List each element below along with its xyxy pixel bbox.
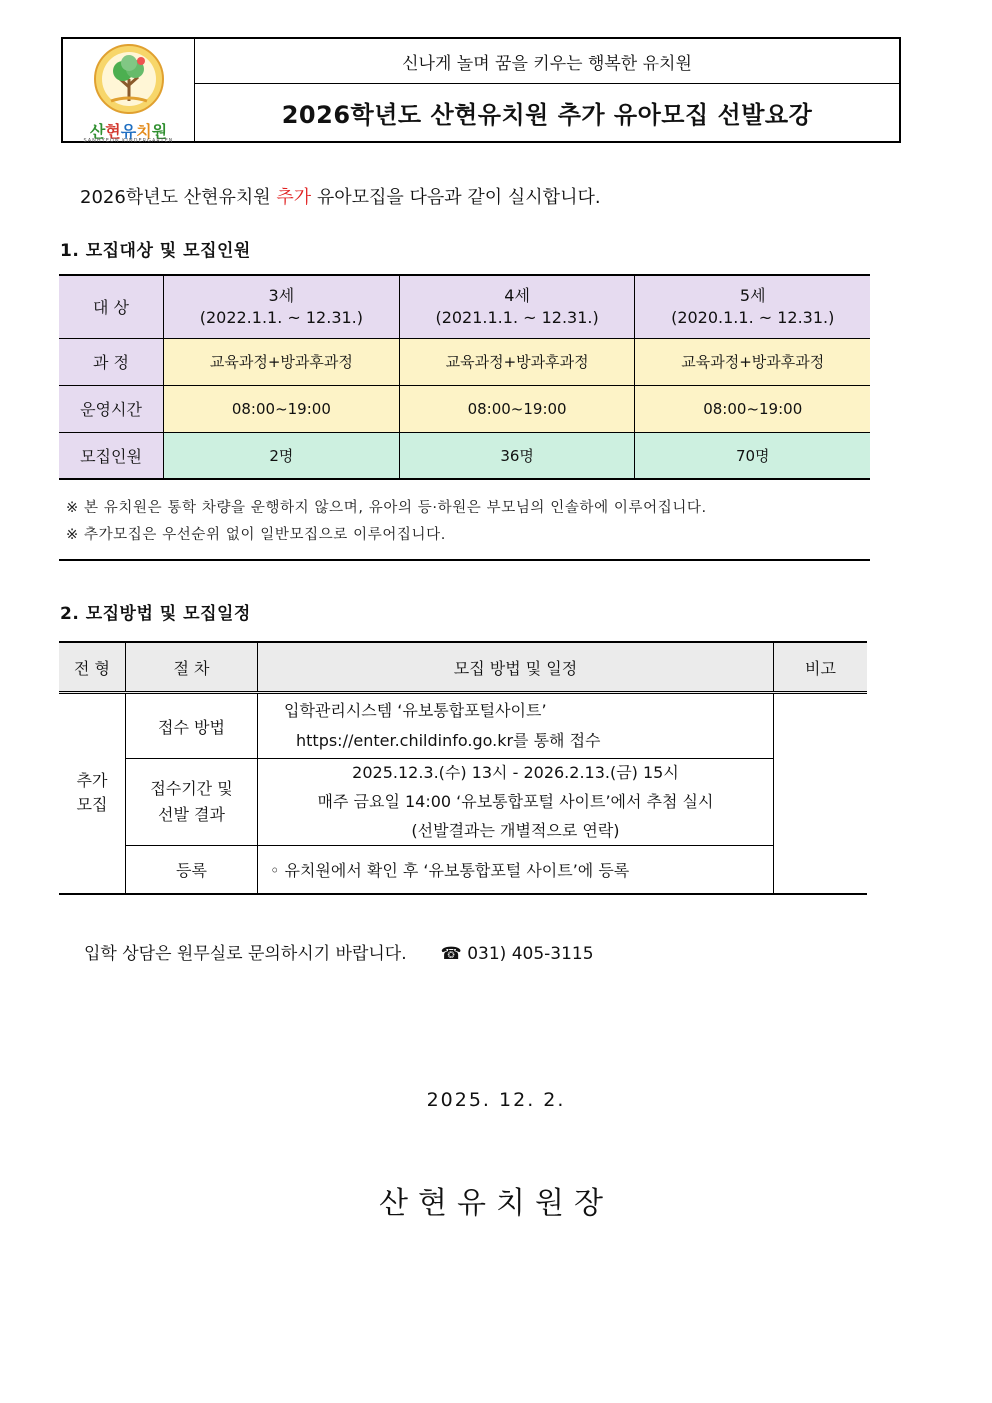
course-cell: 교육과정+방과후과정 [164,338,400,385]
hours-cell: 08:00~19:00 [399,385,635,432]
signature: 산현유치원장 [379,1186,613,1221]
row-label: 모집인원 [59,432,164,479]
row-label: 과 정 [59,338,164,385]
table-row [59,275,870,338]
step-cell: 접수 방법 [126,693,258,759]
age-cell: 4세 (2021.1.1. ~ 12.31.) [399,275,635,338]
logo-subtitle: SANHYEON KINDERGARTEN [83,138,174,144]
table-header-row [59,642,867,693]
age-cell: 5세 (2020.1.1. ~ 12.31.) [635,275,870,338]
row-label: 대 상 [59,275,164,338]
table-row [59,338,870,385]
method-cell: 입학관리시스템 ‘유보통합포털사이트’ https://enter.childinfo.go.kr를 통해 접수 [258,693,774,759]
consultation-line [84,939,594,964]
section1-title: 1. 모집대상 및 모집인원 [60,241,251,261]
intro-highlight: 추가 [276,187,312,208]
header-cell: 전 형 [59,642,126,693]
table-row [59,432,870,479]
method-cell: 2025.12.3.(수) 13시 - 2026.2.13.(금) 15시 매주 금요일 14:00 ‘유보통합포털 사이트’에서 추첨 실시 (선발결과는 개별적으로 연락) [258,759,774,846]
intro-sentence [80,183,601,209]
document-date: 2025. 12. 2. [426,1089,566,1111]
logo [63,39,195,144]
type-cell: 추가 모집 [59,693,126,894]
logo-name: 산현유치원 [89,122,168,141]
method-cell: ◦ 유치원에서 확인 후 ‘유보통합포털 사이트’에 등록 [258,846,774,894]
note-line: ※ 추가모집은 우선순위 없이 일반모집으로 이루어집니다. [66,527,446,543]
table-row [59,693,867,759]
consultation-text: 입학 상담은 원무실로 문의하시기 바랍니다. [84,944,407,964]
table-row [59,759,867,846]
phone-number: ☎ 031) 405-3115 [440,944,594,964]
header-box [61,37,901,143]
row-label: 운영시간 [59,385,164,432]
slogan: 신나게 놀며 꿈을 키우는 행복한 유치원 [195,39,899,84]
course-cell: 교육과정+방과후과정 [399,338,635,385]
note-line: ※ 본 유치원은 통학 차량을 운행하지 않으며, 유아의 등·하원은 부모님의 인솔하에 이루어집니다. [66,500,707,516]
remarks-cell [774,693,868,894]
age-cell: 3세 (2022.1.1. ~ 12.31.) [164,275,400,338]
divider [59,559,870,561]
intro-after: 유아모집을 다음과 같이 실시합니다. [311,187,601,208]
header-cell: 절 차 [126,642,258,693]
intro-before: 2026학년도 산현유치원 [80,187,277,208]
section2-title: 2. 모집방법 및 모집일정 [60,604,251,624]
capacity-cell: 70명 [635,432,870,479]
schedule-table [59,641,867,895]
step-cell: 등록 [126,846,258,894]
course-cell: 교육과정+방과후과정 [635,338,870,385]
header-cell: 모집 방법 및 일정 [258,642,774,693]
table-row [59,385,870,432]
step-cell: 접수기간 및 선발 결과 [126,759,258,846]
header-cell: 비고 [774,642,868,693]
hours-cell: 08:00~19:00 [635,385,870,432]
capacity-cell: 2명 [164,432,400,479]
capacity-cell: 36명 [399,432,635,479]
hours-cell: 08:00~19:00 [164,385,400,432]
table-row [59,846,867,894]
tree-logo-icon [93,43,165,115]
recruitment-table [59,274,870,480]
document-title: 2026학년도 산현유치원 추가 유아모집 선발요강 [281,101,813,129]
